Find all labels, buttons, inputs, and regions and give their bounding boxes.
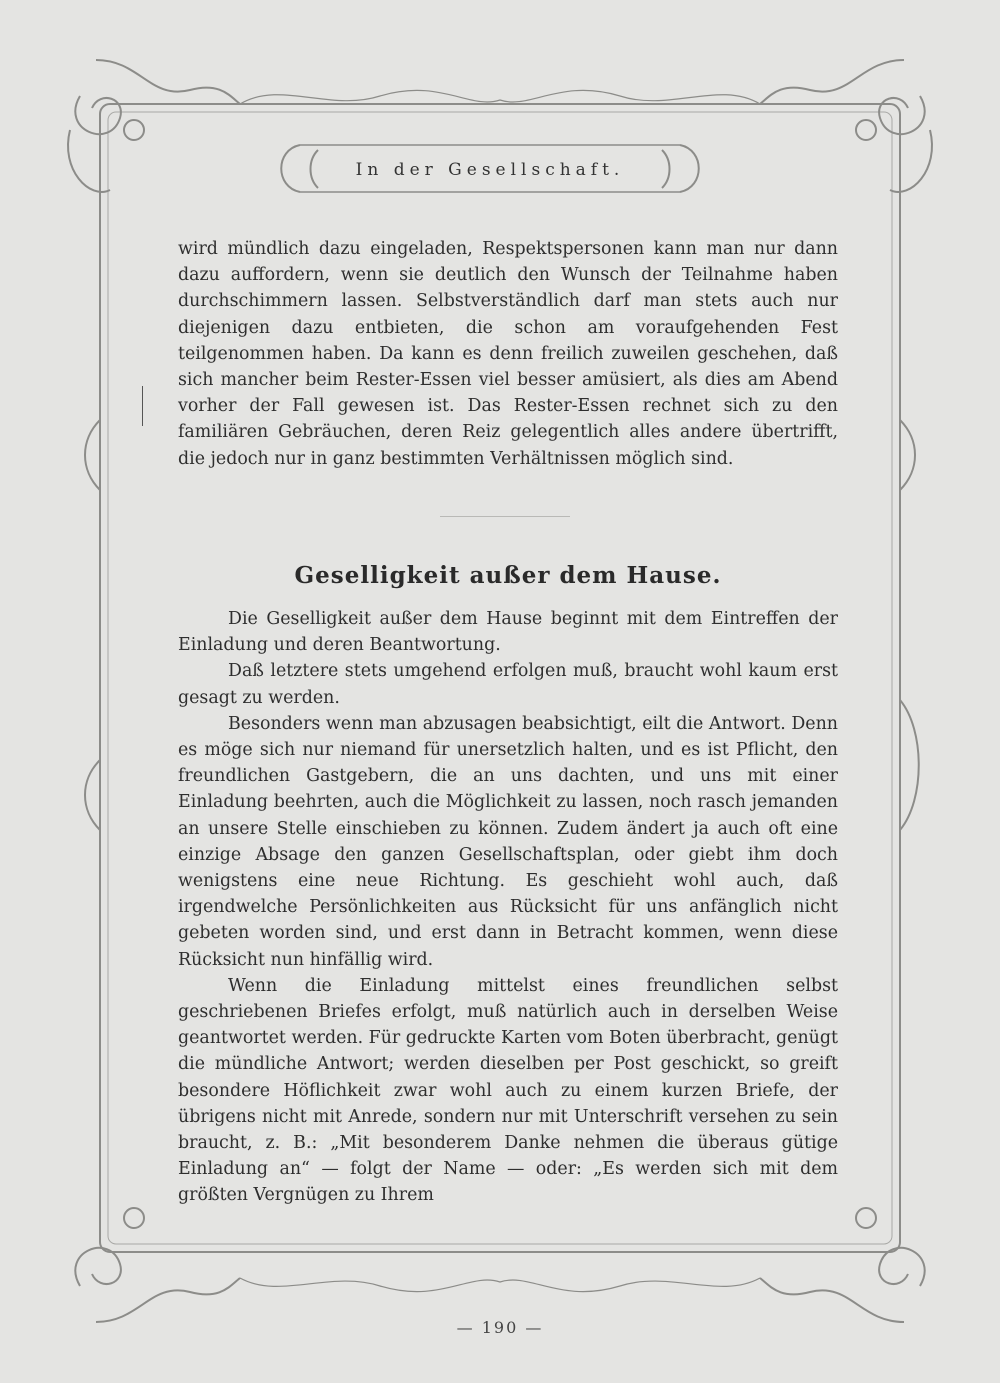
body-paragraph: Wenn die Einladung mittelst eines freundlichen selbst geschriebenen Briefes erfolgt, muß natürlich auch in derselben Weise geantwortet werden. Für gedruckte Karten vom Boten überbracht, genügt die mündliche Antwort; werden dieselben per Post geschickt, so greift besondere Höflichkeit zwar wohl auch zu einem kurzen Briefe, der übrigens nicht mit Anrede, sondern nur mit Unterschrift versehen zu sein braucht, z. B.: „Mit besonderem Danke nehmen die überaus gütige Einladung an“ — folgt der Name — oder: „Es werden sich mit dem größten Vergnügen zu Ihrem: [178, 975, 838, 1206]
body-paragraph: Besonders wenn man abzusagen beabsichtigt, eilt die Antwort. Denn es möge sich nur niemand für unersetzlich halten, und es ist Pflicht, den freundlichen Gastgebern, die an uns dachten, und uns mit einer Einladung beehrten, auch die Möglichkeit zu lassen, noch rasch jemanden an unsere Stelle einschieben zu können. Zudem ändert ja auch oft eine einzige Absage den ganzen Gesellschaftsplan, oder giebt ihm doch wenigstens eine neue Richtung. Es geschieht wohl auch, daß irgendwelche Persönlichkeiten aus Rücksicht für uns anfänglich nicht gebeten worden sind, und erst dann in Betracht kommen, wenn diese Rücksicht nun hinfällig wird.: [178, 713, 838, 970]
section-body: [178, 606, 838, 1209]
section-heading: Geselligkeit außer dem Hause.: [294, 562, 722, 589]
section-divider: [440, 516, 570, 517]
page-number: — 190 —: [456, 1318, 544, 1337]
running-head: In der Gesellschaft.: [355, 160, 625, 180]
margin-mark: [142, 386, 143, 426]
body-paragraph: Die Geselligkeit außer dem Hause beginnt mit dem Eintreffen der Einladung und deren Beantwortung.: [178, 609, 838, 656]
body-paragraph: Daß letztere stets umgehend erfolgen muß, braucht wohl kaum erst gesagt zu werden.: [178, 661, 838, 708]
intro-text: [178, 236, 838, 472]
intro-paragraph: wird mündlich dazu eingeladen, Respektspersonen kann man nur dann dazu auffordern, wenn sie deutlich den Wunsch der Teilnahme haben durchschimmern lassen. Selbstverständlich darf man stets auch nur diejenigen dazu entbieten, die schon am voraufgehenden Fest teilgenommen haben. Da kann es denn freilich zuweilen geschehen, daß sich mancher beim Rester-Essen viel besser amüsiert, als dies am Abend vorher der Fall gewesen ist. Das Rester-Essen rechnet sich zu den familiären Gebräuchen, deren Reiz gelegentlich alles andere übertrifft, die jedoch nur in ganz bestimmten Verhältnissen möglich sind.: [178, 239, 838, 469]
